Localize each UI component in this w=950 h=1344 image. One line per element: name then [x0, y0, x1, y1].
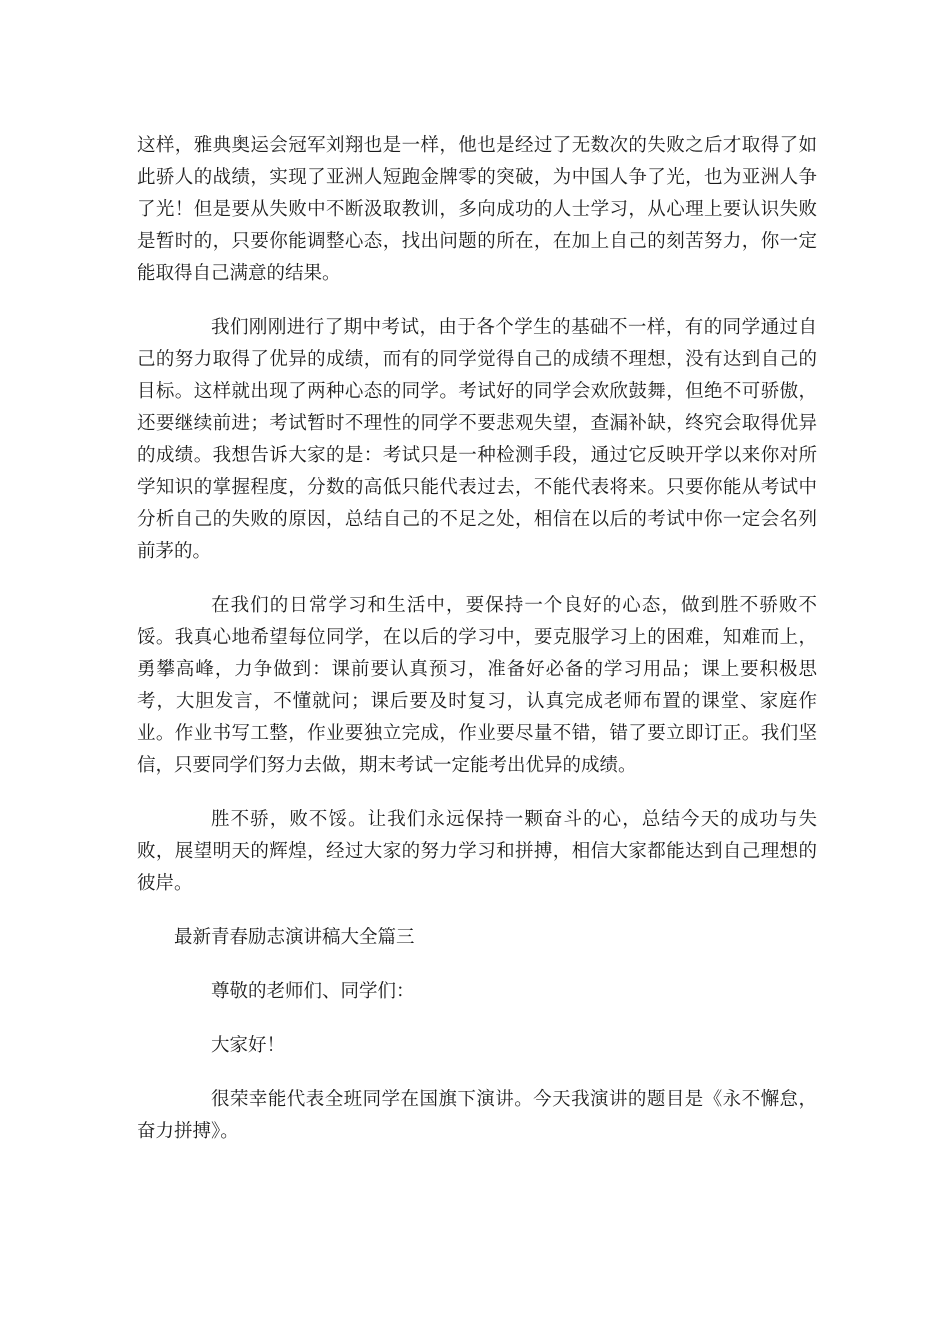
paragraph-conclusion: 胜不骄，败不馁。让我们永远保持一颗奋斗的心，总结今天的成功与失败，展望明天的辉煌，经过大家的努力学习和拼搏，相信大家都能达到自己理想的彼岸。	[137, 809, 817, 894]
paragraph-liu-xiang: 这样，雅典奥运会冠军刘翔也是一样，他也是经过了无数次的失败之后才取得了如此骄人的战绩，实现了亚洲人短跑金牌零的突破，为中国人争了光，也为亚洲人争了光！但是要从失败中不断汲取教训，多向成功的人士学习，从心理上要认识失败是暂时的，只要你能调整心态，找出问题的所在，在加上自己的刻苦努力，你一定能取得自己满意的结果。	[137, 135, 817, 284]
paragraph-midterm-exam: 我们刚刚进行了期中考试，由于各个学生的基础不一样，有的同学通过自己的努力取得了优异的成绩，而有的同学觉得自己的成绩不理想，没有达到自己的目标。这样就出现了两种心态的同学。考试好的同学会欢欣鼓舞，但绝不可骄傲，还要继续前进；考试暂时不理性的同学不要悲观失望，查漏补缺，终究会取得优异的成绩。我想告诉大家的是：考试只是一种检测手段，通过它反映开学以来你对所学知识的掌握程度，分数的高低只能代表过去，不能代表将来。只要你能从考试中分析自己的失败的原因，总结自己的不足之处，相信在以后的考试中你一定会名列前茅的。	[137, 317, 817, 562]
document-body	[137, 130, 817, 1170]
greeting: 大家好！	[211, 1035, 286, 1056]
salutation: 尊敬的老师们、同学们：	[211, 981, 415, 1002]
section-heading: 最新青春励志演讲稿大全篇三	[174, 927, 415, 948]
paragraph-opening: 很荣幸能代表全班同学在国旗下演讲。今天我演讲的题目是《永不懈怠，奋力拼搏》。	[137, 1089, 817, 1142]
paragraph-daily-study: 在我们的日常学习和生活中，要保持一个良好的心态，做到胜不骄败不馁。我真心地希望每位同学，在以后的学习中，要克服学习上的困难，知难而上，勇攀高峰，力争做到：课前要认真预习，准备好必备的学习用品；课上要积极思考，大胆发言，不懂就问；课后要及时复习，认真完成老师布置的课堂、家庭作业。作业书写工整，作业要独立完成，作业要尽量不错，错了要立即订正。我们坚信，只要同学们努力去做，期末考试一定能考出优异的成绩。	[137, 595, 817, 776]
